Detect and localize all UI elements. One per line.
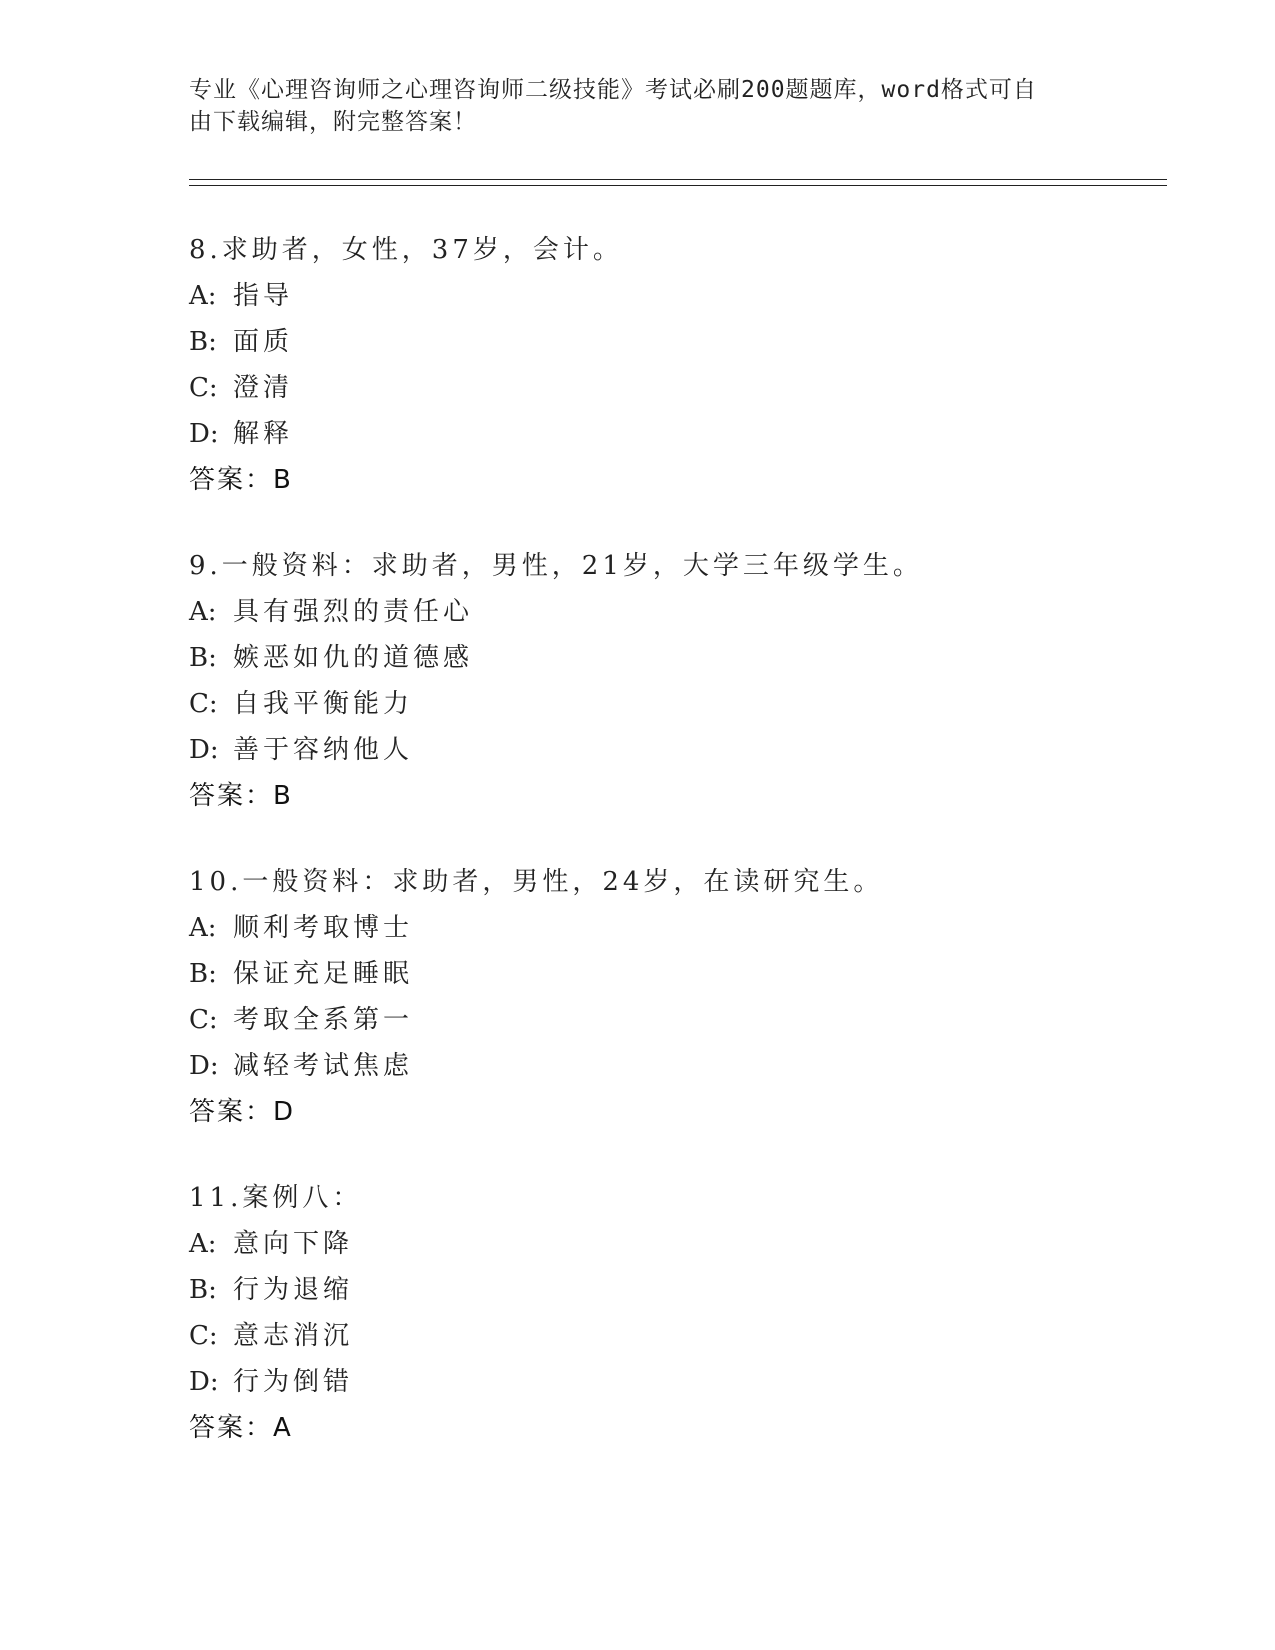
- question-title: 9.一般资料：求助者，男性，21岁，大学三年级学生。: [189, 551, 923, 581]
- document-header: [189, 74, 1089, 138]
- option-a: [189, 905, 1139, 951]
- header-divider-bottom: [189, 185, 1167, 186]
- option-letter: A:: [189, 1229, 217, 1259]
- option-a: [189, 589, 1139, 635]
- option-letter: B:: [189, 959, 217, 989]
- option-text: 解释: [233, 419, 294, 449]
- option-letter: A:: [189, 281, 217, 311]
- option-letter: D:: [189, 735, 219, 765]
- question-block: [189, 543, 1139, 819]
- option-text: 行为退缩: [233, 1275, 354, 1305]
- option-text: 嫉恶如仇的道德感: [233, 643, 474, 673]
- option-letter: C:: [189, 689, 218, 719]
- option-text: 具有强烈的责任心: [233, 597, 474, 627]
- option-letter: B:: [189, 643, 217, 673]
- option-letter: D:: [189, 1367, 219, 1397]
- option-letter: B:: [189, 1275, 217, 1305]
- option-letter: C:: [189, 1321, 218, 1351]
- question-block: [189, 227, 1139, 503]
- option-text: 自我平衡能力: [233, 689, 414, 719]
- question-block: [189, 859, 1139, 1135]
- header-divider-top: [189, 179, 1167, 180]
- option-text: 指导: [233, 281, 294, 311]
- option-letter: D:: [189, 419, 219, 449]
- option-text: 减轻考试焦虑: [233, 1051, 414, 1081]
- option-letter: A:: [189, 913, 217, 943]
- option-b: [189, 635, 1139, 681]
- option-c: [189, 681, 1139, 727]
- question-title: 8.求助者，女性，37岁，会计。: [189, 235, 623, 265]
- option-letter: C:: [189, 1005, 218, 1035]
- option-text: 意志消沉: [233, 1321, 354, 1351]
- option-b: [189, 1267, 1139, 1313]
- answer-value: D: [273, 1097, 296, 1127]
- option-c: [189, 1313, 1139, 1359]
- answer-value: A: [273, 1413, 293, 1443]
- answer-line: [189, 1405, 1139, 1451]
- option-d: [189, 727, 1139, 773]
- answer-line: [189, 773, 1139, 819]
- answer-line: [189, 457, 1139, 503]
- option-a: [189, 1221, 1139, 1267]
- question-title: 11.案例八：: [189, 1183, 363, 1213]
- answer-line: [189, 1089, 1139, 1135]
- option-text: 行为倒错: [233, 1367, 354, 1397]
- option-text: 面质: [233, 327, 294, 357]
- question-title: 10.一般资料：求助者，男性，24岁，在读研究生。: [189, 867, 884, 897]
- option-b: [189, 951, 1139, 997]
- answer-value: B: [273, 465, 293, 495]
- option-text: 顺利考取博士: [233, 913, 414, 943]
- question-block: [189, 1175, 1139, 1451]
- option-text: 澄清: [233, 373, 294, 403]
- option-text: 意向下降: [233, 1229, 354, 1259]
- option-a: [189, 273, 1139, 319]
- answer-value: B: [273, 781, 293, 811]
- option-c: [189, 997, 1139, 1043]
- answer-label: 答案：: [189, 781, 274, 811]
- option-text: 考取全系第一: [233, 1005, 414, 1035]
- header-line-1: 专业《心理咨询师之心理咨询师二级技能》考试必刷200题题库，word格式可自: [189, 77, 1037, 103]
- answer-label: 答案：: [189, 465, 274, 495]
- option-d: [189, 411, 1139, 457]
- option-c: [189, 365, 1139, 411]
- option-d: [189, 1359, 1139, 1405]
- option-text: 善于容纳他人: [233, 735, 414, 765]
- option-letter: B:: [189, 327, 217, 357]
- option-letter: D:: [189, 1051, 219, 1081]
- answer-label: 答案：: [189, 1097, 274, 1127]
- option-b: [189, 319, 1139, 365]
- option-letter: A:: [189, 597, 217, 627]
- answer-label: 答案：: [189, 1413, 274, 1443]
- option-letter: C:: [189, 373, 218, 403]
- option-text: 保证充足睡眠: [233, 959, 414, 989]
- option-d: [189, 1043, 1139, 1089]
- header-line-2: 由下载编辑，附完整答案！: [189, 109, 477, 135]
